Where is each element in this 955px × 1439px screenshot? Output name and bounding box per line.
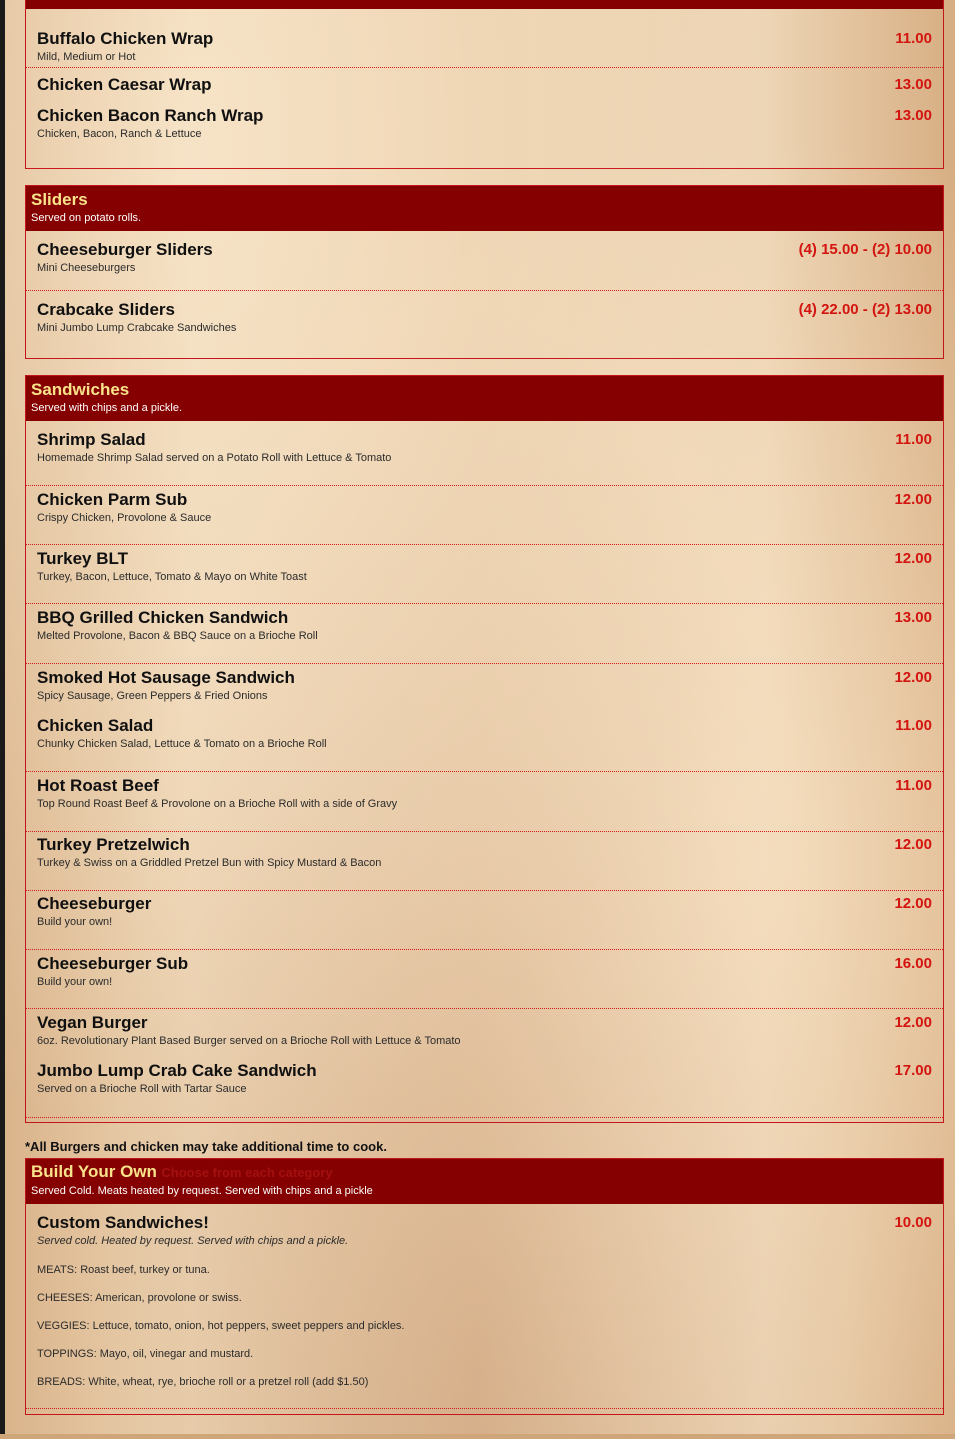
- item-name: Chicken Caesar Wrap: [37, 75, 212, 94]
- item-description: Turkey & Swiss on a Griddled Pretzel Bun with Spicy Mustard & Bacon: [37, 857, 382, 869]
- menu-item[interactable]: [26, 1058, 943, 1118]
- build-section-header: [26, 1159, 943, 1204]
- sandwiches-section-header: [26, 376, 943, 421]
- item-price: 10.00: [894, 1214, 932, 1231]
- item-name: Chicken Bacon Ranch Wrap: [37, 106, 264, 125]
- item-name: Cheeseburger: [37, 894, 152, 913]
- item-price: 12.00: [894, 550, 932, 567]
- wraps-section: [25, 0, 944, 169]
- section-subtitle: Served with chips and a pickle.: [31, 402, 183, 414]
- detail-cheeses: CHEESES: American, provolone or swiss.: [37, 1292, 242, 1304]
- menu-item[interactable]: [26, 713, 943, 772]
- item-name: Jumbo Lump Crab Cake Sandwich: [37, 1061, 317, 1080]
- menu-item[interactable]: [26, 891, 943, 950]
- item-price: 12.00: [894, 836, 932, 853]
- section-title: Sandwiches: [31, 380, 130, 399]
- detail-toppings: TOPPINGS: Mayo, oil, vinegar and mustard.: [37, 1348, 254, 1360]
- item-description: Homemade Shrimp Salad served on a Potato Roll with Lettuce & Tomato: [37, 452, 392, 464]
- menu-item[interactable]: [26, 832, 943, 891]
- item-name: Vegan Burger: [37, 1013, 148, 1032]
- cooking-time-note: *All Burgers and chicken may take additional time to cook.: [25, 1139, 387, 1154]
- item-description: Build your own!: [37, 976, 113, 988]
- menu-item[interactable]: [26, 99, 943, 169]
- item-name: Smoked Hot Sausage Sandwich: [37, 668, 295, 687]
- item-price: 13.00: [894, 76, 932, 93]
- menu-item[interactable]: [26, 950, 943, 1009]
- item-description: Top Round Roast Beef & Provolone on a Brioche Roll with a side of Gravy: [37, 798, 398, 810]
- sliders-section: [25, 185, 944, 359]
- item-description: Mild, Medium or Hot: [37, 51, 136, 63]
- item-name: Cheeseburger Sub: [37, 954, 189, 973]
- item-name: Chicken Parm Sub: [37, 490, 188, 509]
- item-description: Mini Jumbo Lump Crabcake Sandwiches: [37, 322, 237, 334]
- build-title-row: [31, 1161, 938, 1184]
- menu-item[interactable]: [26, 421, 943, 486]
- item-name: BBQ Grilled Chicken Sandwich: [37, 608, 289, 627]
- menu-item[interactable]: [26, 664, 943, 713]
- item-description: Mini Cheeseburgers: [37, 262, 136, 274]
- menu-item[interactable]: [26, 772, 943, 832]
- item-price: 11.00: [895, 431, 932, 448]
- item-description: Crispy Chicken, Provolone & Sauce: [37, 512, 212, 524]
- item-price: 11.00: [895, 777, 932, 794]
- item-description: Build your own!: [37, 916, 113, 928]
- item-description: Served on a Brioche Roll with Tartar Sauce: [37, 1083, 247, 1095]
- menu-item[interactable]: [26, 9, 943, 68]
- menu-item[interactable]: [26, 545, 943, 604]
- menu-item[interactable]: [26, 68, 943, 99]
- item-description: Spicy Sausage, Green Peppers & Fried Onions: [37, 690, 268, 702]
- item-price: 12.00: [894, 895, 932, 912]
- item-price: 12.00: [894, 1014, 932, 1031]
- wraps-section-header: [26, 0, 943, 9]
- menu-item[interactable]: [26, 604, 943, 664]
- page-bottom-edge: [0, 1434, 955, 1439]
- item-price: 13.00: [894, 609, 932, 626]
- item-name: Shrimp Salad: [37, 430, 146, 449]
- item-price: 12.00: [894, 669, 932, 686]
- item-price: (4) 22.00 - (2) 13.00: [798, 301, 932, 318]
- menu-item[interactable]: [26, 291, 943, 351]
- item-name: Turkey BLT: [37, 549, 128, 568]
- item-price: 11.00: [895, 30, 932, 47]
- menu-item[interactable]: [26, 1009, 943, 1058]
- section-title-extra: Choose from each category: [161, 1165, 333, 1180]
- section-title: Sliders: [31, 190, 88, 209]
- detail-veggies: VEGGIES: Lettuce, tomato, onion, hot peppers, sweet peppers and pickles.: [37, 1320, 405, 1332]
- item-name: Buffalo Chicken Wrap: [37, 29, 214, 48]
- menu-item[interactable]: [26, 1204, 943, 1409]
- item-name: Crabcake Sliders: [37, 300, 175, 319]
- item-price: (4) 15.00 - (2) 10.00: [798, 241, 932, 258]
- menu-item[interactable]: [26, 486, 943, 545]
- detail-meats: MEATS: Roast beef, turkey or tuna.: [37, 1264, 210, 1276]
- item-name: Turkey Pretzelwich: [37, 835, 190, 854]
- detail-breads: BREADS: White, wheat, rye, brioche roll or a pretzel roll (add $1.50): [37, 1376, 369, 1388]
- section-subtitle: Served on potato rolls.: [31, 212, 142, 224]
- item-description: Chicken, Bacon, Ranch & Lettuce: [37, 128, 202, 140]
- sliders-section-header: [26, 186, 943, 231]
- item-name: Chicken Salad: [37, 716, 154, 735]
- sandwiches-section: [25, 375, 944, 1123]
- item-name: Custom Sandwiches!: [37, 1213, 209, 1232]
- item-description: 6oz. Revolutionary Plant Based Burger served on a Brioche Roll with Lettuce & Tomato: [37, 1035, 461, 1047]
- item-price: 17.00: [894, 1062, 932, 1079]
- item-description: Chunky Chicken Salad, Lettuce & Tomato on a Brioche Roll: [37, 738, 327, 750]
- item-description: Served cold. Heated by request. Served with chips and a pickle.: [37, 1235, 349, 1247]
- item-description: Melted Provolone, Bacon & BBQ Sauce on a Brioche Roll: [37, 630, 318, 642]
- menu-item[interactable]: [26, 231, 943, 291]
- item-price: 12.00: [894, 491, 932, 508]
- item-price: 13.00: [894, 107, 932, 124]
- page-left-edge: [0, 0, 5, 1439]
- build-your-own-section: [25, 1158, 944, 1415]
- item-name: Cheeseburger Sliders: [37, 240, 213, 259]
- item-price: 11.00: [895, 717, 932, 734]
- item-name: Hot Roast Beef: [37, 776, 159, 795]
- item-description: Turkey, Bacon, Lettuce, Tomato & Mayo on White Toast: [37, 571, 307, 583]
- section-title: Build Your Own: [31, 1162, 157, 1181]
- section-subtitle: Served Cold. Meats heated by request. Served with chips and a pickle: [31, 1185, 373, 1197]
- item-price: 16.00: [894, 955, 932, 972]
